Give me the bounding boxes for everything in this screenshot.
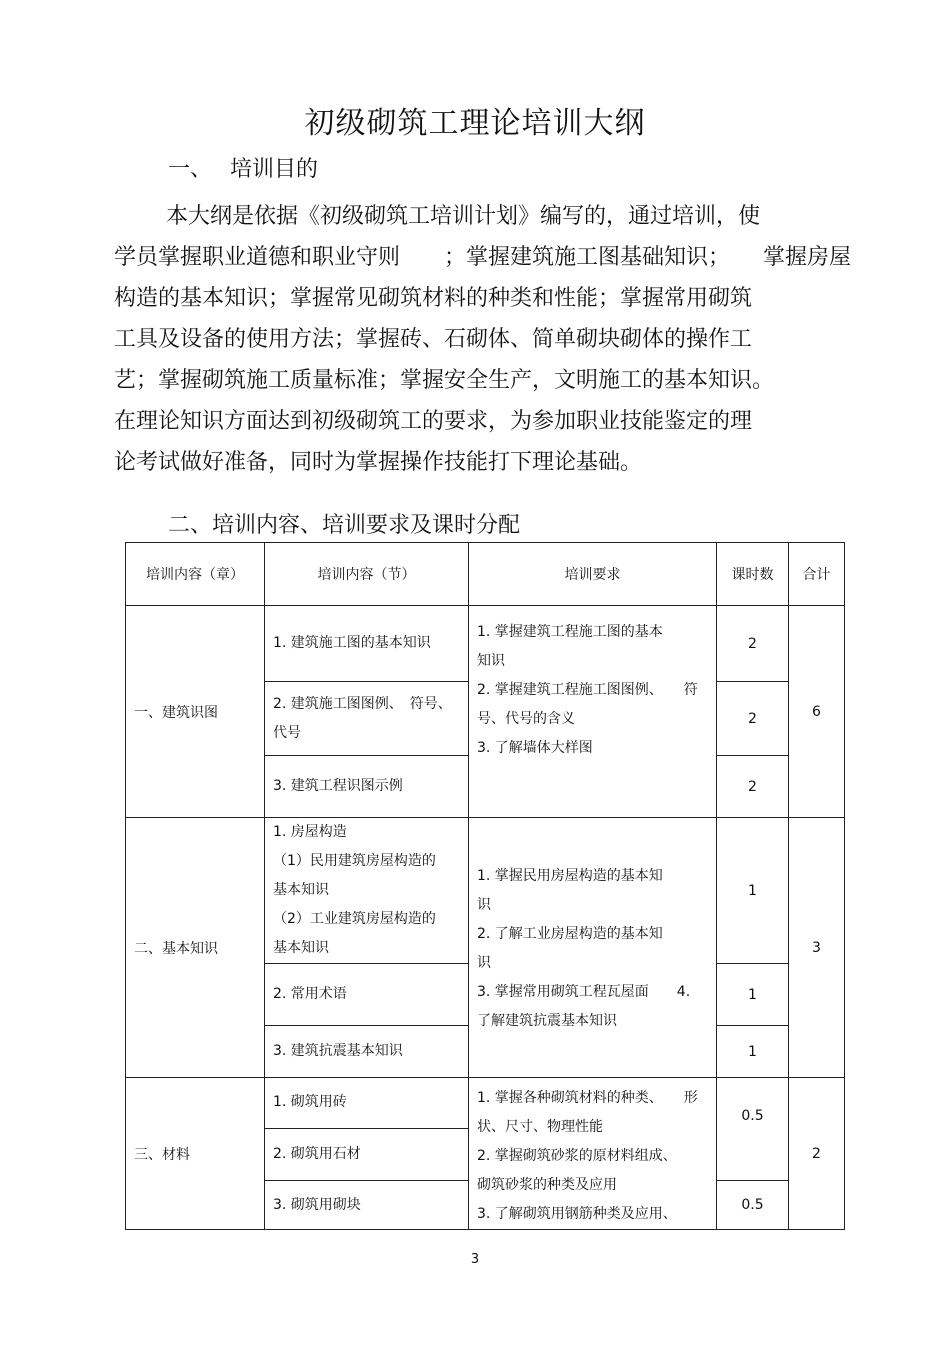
paragraph-line: 本大纲是依据《初级砌筑工培训计划》编写的，通过培训，使 [166,204,761,229]
header-section: 培训内容（节） [265,543,469,606]
paragraph-line: 论考试做好准备，同时为掌握操作技能打下理论基础。 [114,450,643,475]
hours-cell: 1 [717,1026,789,1078]
header-requirement: 培训要求 [469,543,717,606]
section-cell: 1. 房屋构造 （1）民用建筑房屋构造的 基本知识 （2）工业建筑房屋构造的 基本知识 [265,818,469,964]
total-cell: 2 [789,1078,845,1230]
purpose-paragraph [114,196,854,483]
document-title: 初级砌筑工理论培训大纲 [304,106,646,141]
section-label: 培训目的 [230,157,319,182]
section-cell: 3. 建筑抗震基本知识 [265,1026,469,1078]
chapter-cell: 三、材料 [126,1078,265,1230]
section-cell: 2. 建筑施工图图例、 符号、 代号 [265,682,469,756]
hours-cell: 2 [717,756,789,818]
training-table [125,542,845,1230]
requirement-cell: 1. 掌握民用房屋构造的基本知 识 2. 了解工业房屋构造的基本知 识 3. 掌握常用砌筑工程瓦屋面 4. 了解建筑抗震基本知识 [469,818,717,1078]
header-total: 合计 [789,543,845,606]
table-row [126,818,845,964]
section-number: 一、 [168,157,213,182]
table-header-row [126,543,845,606]
header-chapter: 培训内容（章） [126,543,265,606]
page-number: 3 [470,1252,480,1267]
paragraph-line: 学员掌握职业道德和职业守则 ；掌握建筑施工图基础知识； 掌握房屋 [114,245,852,270]
total-cell: 6 [789,606,845,818]
chapter-cell: 一、建筑识图 [126,606,265,818]
hours-cell: 2 [717,682,789,756]
section-cell: 2. 砌筑用石材 [265,1128,469,1181]
section-cell: 2. 常用术语 [265,964,469,1026]
paragraph-line: 在理论知识方面达到初级砌筑工的要求，为参加职业技能鉴定的理 [114,409,753,434]
hours-cell: 1 [717,964,789,1026]
section-cell: 1. 建筑施工图的基本知识 [265,606,469,682]
paragraph-line: 构造的基本知识；掌握常见砌筑材料的种类和性能；掌握常用砌筑 [114,286,753,311]
hours-cell: 2 [717,606,789,682]
table-row [126,606,845,682]
paragraph-line: 艺；掌握砌筑施工质量标准；掌握安全生产，文明施工的基本知识。 [114,368,775,393]
hours-cell: 0.5 [717,1078,789,1181]
hours-cell: 1 [717,818,789,964]
table-row [126,1078,845,1129]
hours-cell: 0.5 [717,1181,789,1230]
chapter-cell: 二、基本知识 [126,818,265,1078]
header-hours: 课时数 [717,543,789,606]
section-heading-2: 二、培训内容、培训要求及课时分配 [168,513,521,538]
requirement-cell: 1. 掌握各种砌筑材料的种类、 形 状、尺寸、物理性能 2. 掌握砌筑砂浆的原材料组成、 砌筑砂浆的种类及应用 3. 了解砌筑用钢筋种类及应用、 [469,1078,717,1230]
section-cell: 3. 砌筑用砌块 [265,1181,469,1230]
requirement-cell: 1. 掌握建筑工程施工图的基本 知识 2. 掌握建筑工程施工图图例、 符 号、代号的含义 3. 了解墙体大样图 [469,606,717,818]
section-cell: 3. 建筑工程识图示例 [265,756,469,818]
total-cell: 3 [789,818,845,1078]
section-heading-1 [168,152,318,183]
paragraph-line: 工具及设备的使用方法；掌握砖、石砌体、简单砌块砌体的操作工 [114,327,753,352]
section-cell: 1. 砌筑用砖 [265,1078,469,1129]
